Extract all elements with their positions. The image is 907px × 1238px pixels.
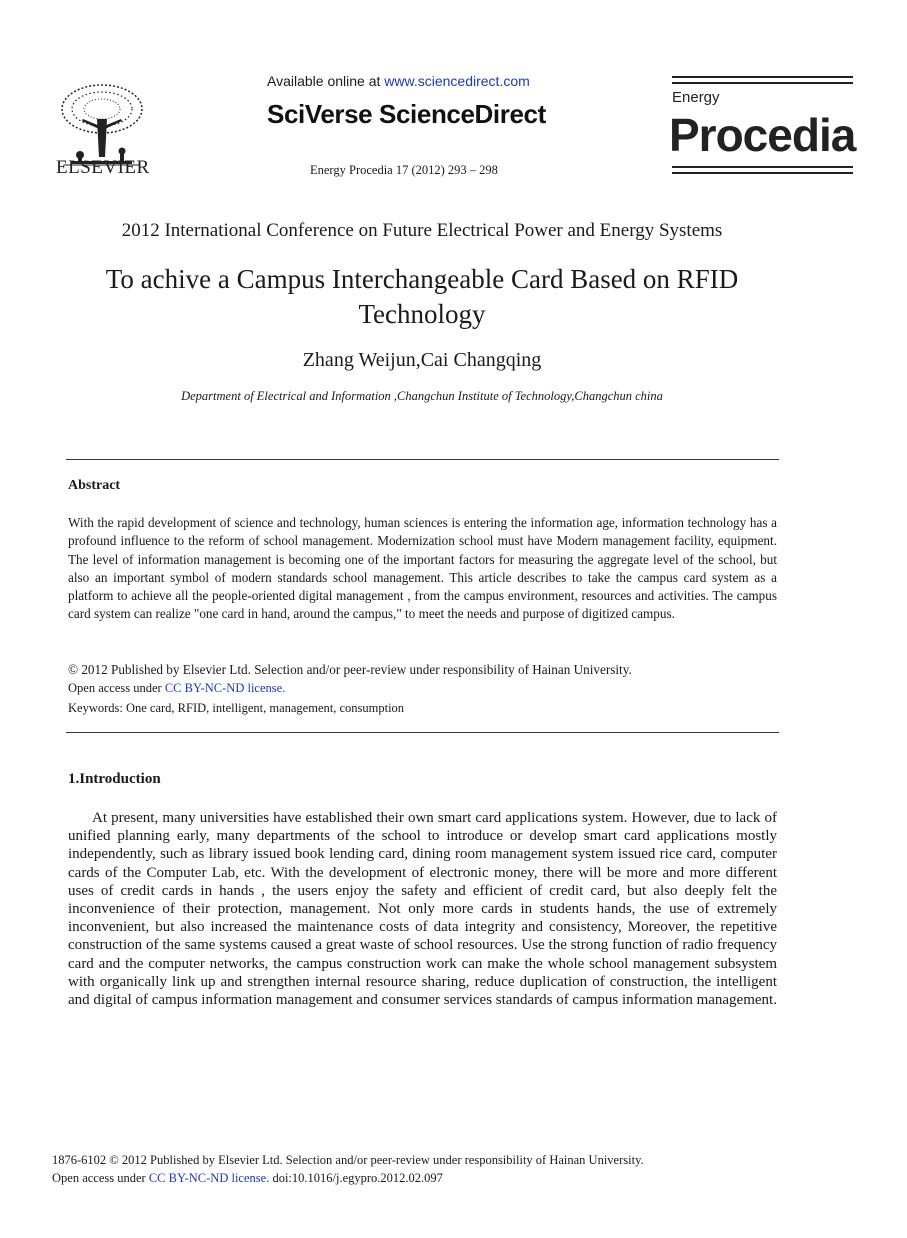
footer-access-doi bbox=[52, 1171, 443, 1186]
available-online-line bbox=[267, 73, 530, 89]
footer-license-link[interactable]: CC BY-NC-ND license. bbox=[148, 1171, 270, 1185]
abstract-heading: Abstract bbox=[68, 478, 121, 493]
journal-name-small: Energy bbox=[672, 89, 720, 106]
open-access-line bbox=[68, 681, 285, 696]
keywords: Keywords: One card, RFID, intelligent, management, consumption bbox=[68, 701, 405, 715]
journal-banner-rule bbox=[672, 82, 853, 84]
abstract-bottom-rule bbox=[66, 732, 779, 733]
copyright-notice: © 2012 Published by Elsevier Ltd. Selection and/or peer-review under responsibility of Hainan University. bbox=[68, 662, 632, 677]
paper-title: To achive a Campus Interchangeable Card Based on RFID Technology bbox=[105, 264, 739, 329]
abstract-top-rule bbox=[66, 459, 779, 460]
journal-banner-rule bbox=[672, 172, 853, 174]
doi: doi:10.1016/j.egypro.2012.02.097 bbox=[269, 1171, 443, 1185]
platform-name: SciVerse ScienceDirect bbox=[267, 99, 546, 129]
license-link[interactable]: CC BY-NC-ND license. bbox=[164, 681, 286, 695]
sciencedirect-link[interactable]: www.sciencedirect.com bbox=[384, 73, 530, 89]
introduction-paragraph: At present, many universities have established their own smart card applications system. However, due to lack of unified planning early, many departments of the school to introduce or develop smart card applications mostly independently, such as library issued book lending card, dining room management system issued rice card, computer cards of the Computer Lab, etc. With the development of electronic money, there will be more and more different uses of credit cards in hands , the users enjoy the safety and efficient of credit card, but also deeply felt the inconvenience of their protection, management. Not only more cards in students hands, the use of extremely inconvenient, but also increased the maintenance costs of data integrity and consistency, Moreover, the repetitive construction of the same systems caused a great waste of school resources. Use the strong function of radio frequency card and the computer networks, the campus construction work can make the whole school management subsystem with organically link up and strengthen internal resource sharing, reduce duplication of construction, the intelligent and digital of campus information management and consumer services standards of campus information management. bbox=[68, 810, 777, 1009]
footer-issn-copyright: 1876-6102 © 2012 Published by Elsevier Ltd. Selection and/or peer-review under responsibility of Hainan University. bbox=[52, 1153, 644, 1167]
open-access-prefix: Open access under bbox=[68, 681, 165, 695]
conference-name: 2012 International Conference on Future Electrical Power and Energy Systems bbox=[121, 220, 723, 241]
abstract-text: With the rapid development of science and technology, human sciences is entering the information age, information technology has a profound influence to the reform of school management. Modernization school must have Modern management facility, equipment. The level of information management is becoming one of the important factors for measuring the aggregate level of the school, but also an important symbol of modern standards school management. This article describes to take the campus card system as a platform to achieve all the people-oriented digital management , from the campus environment, resources and activities. The campus card system can realize "one card in hand, around the campus," to meet the needs and purpose of digitized campus. bbox=[68, 515, 777, 622]
section-heading-introduction: 1.Introduction bbox=[68, 771, 161, 787]
affiliation: Department of Electrical and Information ,Changchun Institute of Technology,Changchun china bbox=[181, 389, 663, 403]
footer-open-access-prefix: Open access under bbox=[52, 1171, 149, 1185]
journal-citation: Energy Procedia 17 (2012) 293 – 298 bbox=[310, 163, 498, 177]
journal-banner-rule bbox=[672, 166, 853, 168]
elsevier-wordmark: ELSEVIER bbox=[56, 157, 150, 178]
authors: Zhang Weijun,Cai Changqing bbox=[302, 349, 542, 371]
journal-name-large: Procedia bbox=[669, 109, 856, 161]
journal-banner-rule bbox=[672, 76, 853, 78]
available-online-prefix: Available online at bbox=[267, 73, 385, 89]
